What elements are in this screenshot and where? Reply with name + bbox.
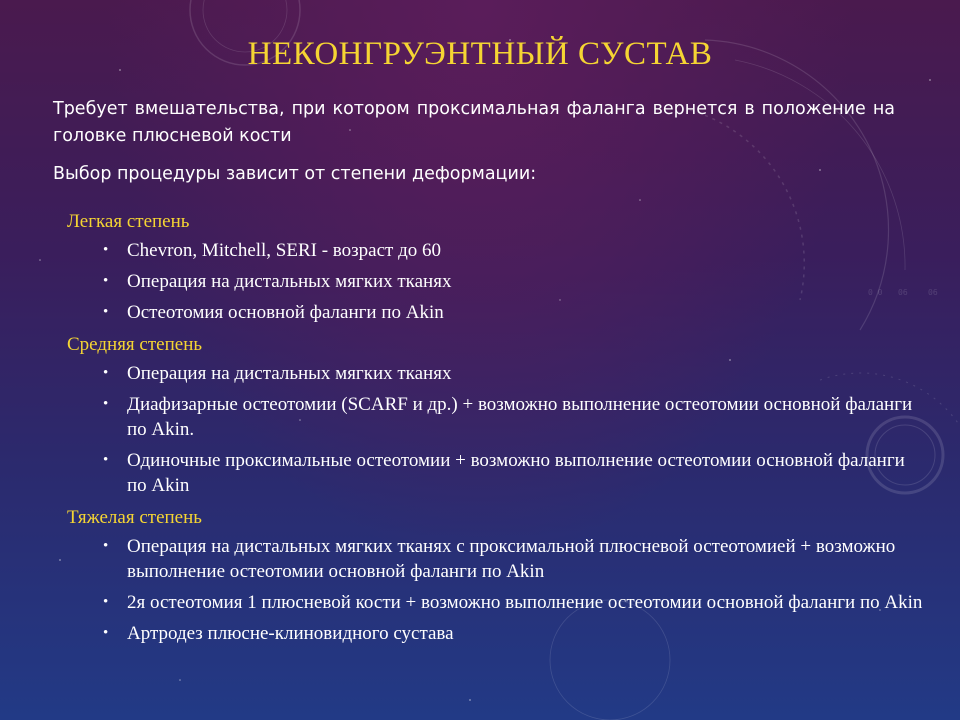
level-mild-heading: Легкая степень [67, 211, 190, 232]
level-moderate-heading: Средняя степень [67, 334, 203, 355]
level-mild-list [67, 238, 927, 325]
level-moderate-list [67, 361, 927, 498]
bullet-icon: • [103, 365, 109, 381]
intro-procedure-choice: Выбор процедуры зависит от степени деформации: [53, 164, 537, 184]
content-list [67, 208, 927, 652]
bullet-icon: • [103, 273, 109, 289]
level-severe-list [67, 534, 927, 646]
list-item: • Операция на дистальных мягких тканях [103, 271, 452, 292]
list-item: • Диафизарные остеотомии (SCARF и др.) + возможно выполнение остеотомии основной фаланги по Akin. [103, 394, 913, 440]
list-item: • Операция на дистальных мягких тканях с проксимальной плюсневой остеотомией + возможно выполнение остеотомии основной фаланги по Akin [103, 536, 896, 582]
bullet-icon: • [103, 594, 109, 610]
bullet-icon: • [103, 625, 109, 641]
level-severe-heading: Тяжелая степень [67, 507, 202, 528]
bullet-icon: • [103, 452, 109, 468]
svg-text:06: 06 [898, 288, 908, 297]
slide-title: НЕКОНГРУЭНТНЫЙ СУСТАВ [247, 36, 713, 72]
list-item: • Артродез плюсне-клиновидного сустава [103, 623, 454, 644]
bullet-icon: • [103, 538, 109, 554]
list-item: • Одиночные проксимальные остеотомии + возможно выполнение остеотомии основной фаланги по Akin [103, 450, 905, 496]
list-item: • Операция на дистальных мягких тканях [103, 363, 452, 384]
bullet-icon: • [103, 396, 109, 412]
list-item: • Chevron, Mitchell, SERI - возраст до 60 [103, 240, 441, 261]
bullet-icon: • [103, 304, 109, 320]
svg-text:0 0: 0 0 [868, 288, 883, 297]
intro-text: Требует вмешательства, при котором проксимальная фаланга вернется в положение на головке плюсневой кости [53, 99, 895, 146]
bullet-icon: • [103, 242, 109, 258]
svg-text:06: 06 [928, 288, 938, 297]
list-item: • 2я остеотомия 1 плюсневой кости + возможно выполнение остеотомии основной фаланги по Akin [103, 592, 923, 613]
list-item: • Остеотомия основной фаланги по Akin [103, 302, 444, 323]
